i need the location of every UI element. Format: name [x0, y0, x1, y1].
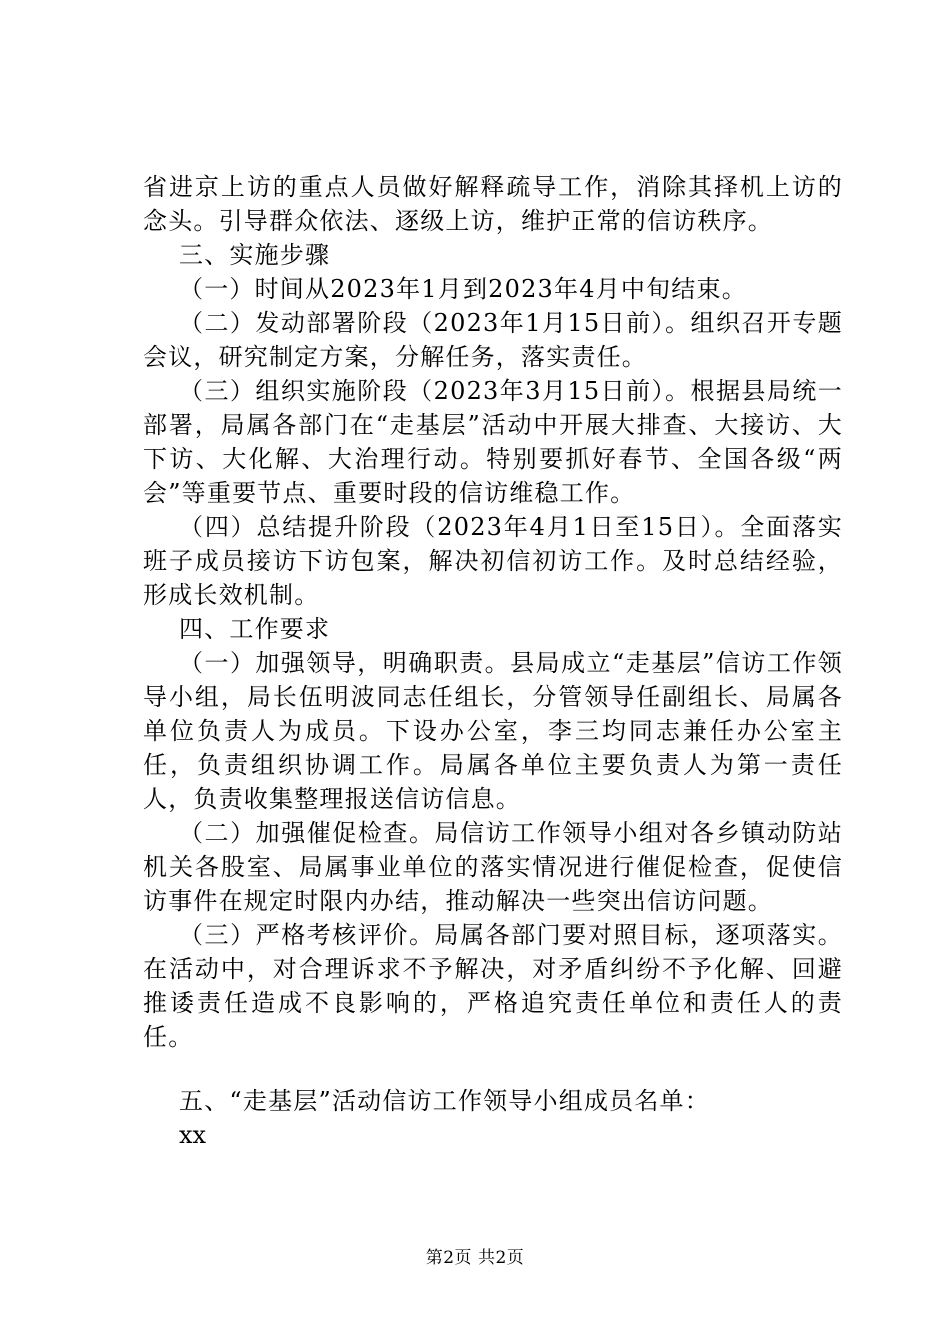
heading-work-requirements: 四、工作要求	[179, 615, 331, 643]
member-list-placeholder: xx	[179, 1121, 207, 1149]
page-number-footer: 第2页 共2页	[425, 1248, 525, 1268]
paragraph-continuation: 省进京上访的重点人员做好解释疏导工作，消除其择机上访的念头。引导群众依法、逐级上访，维护正常的信访秩序。	[143, 173, 843, 235]
paragraph-requirement-1: （一）加强领导，明确职责。县局成立“走基层”信访工作领导小组，局长伍明波同志任组长，分管领导任副组长、局属各单位负责人为成员。下设办公室，李三均同志兼任办公室主任，负责组织协调工作。局属各单位主要负责人为第一责任人，负责收集整理报送信访信息。	[143, 649, 843, 813]
paragraph-step-4: （四）总结提升阶段（2023年4月1日至15日）。全面落实班子成员接访下访包案，解决初信初访工作。及时总结经验，形成长效机制。	[143, 513, 843, 609]
paragraph-requirement-3: （三）严格考核评价。局属各部门要对照目标，逐项落实。在活动中，对合理诉求不予解决，对矛盾纠纷不予化解、回避推诿责任造成不良影响的，严格追究责任单位和责任人的责任。	[143, 921, 843, 1051]
document-body	[143, 170, 843, 1152]
paragraph-step-3: （三）组织实施阶段（2023年3月15日前）。根据县局统一部署，局属各部门在“走基层”活动中开展大排查、大接访、大下访、大化解、大治理行动。特别要抓好春节、全国各级“两会”等重要节点、重要时段的信访维稳工作。	[143, 377, 843, 507]
heading-implementation-steps: 三、实施步骤	[179, 241, 331, 269]
heading-member-list: 五、“走基层”活动信访工作领导小组成员名单：	[179, 1087, 710, 1115]
paragraph-requirement-2: （二）加强催促检查。局信访工作领导小组对各乡镇动防站机关各股室、局属事业单位的落实情况进行催促检查，促使信访事件在规定时限内办结，推动解决一些突出信访问题。	[143, 819, 843, 915]
paragraph-step-1: （一）时间从2023年1月到2023年4月中旬结束。	[179, 275, 747, 303]
paragraph-step-2: （二）发动部署阶段（2023年1月15日前）。组织召开专题会议，研究制定方案，分解任务，落实责任。	[143, 309, 843, 371]
paragraph-gap	[143, 1054, 843, 1084]
